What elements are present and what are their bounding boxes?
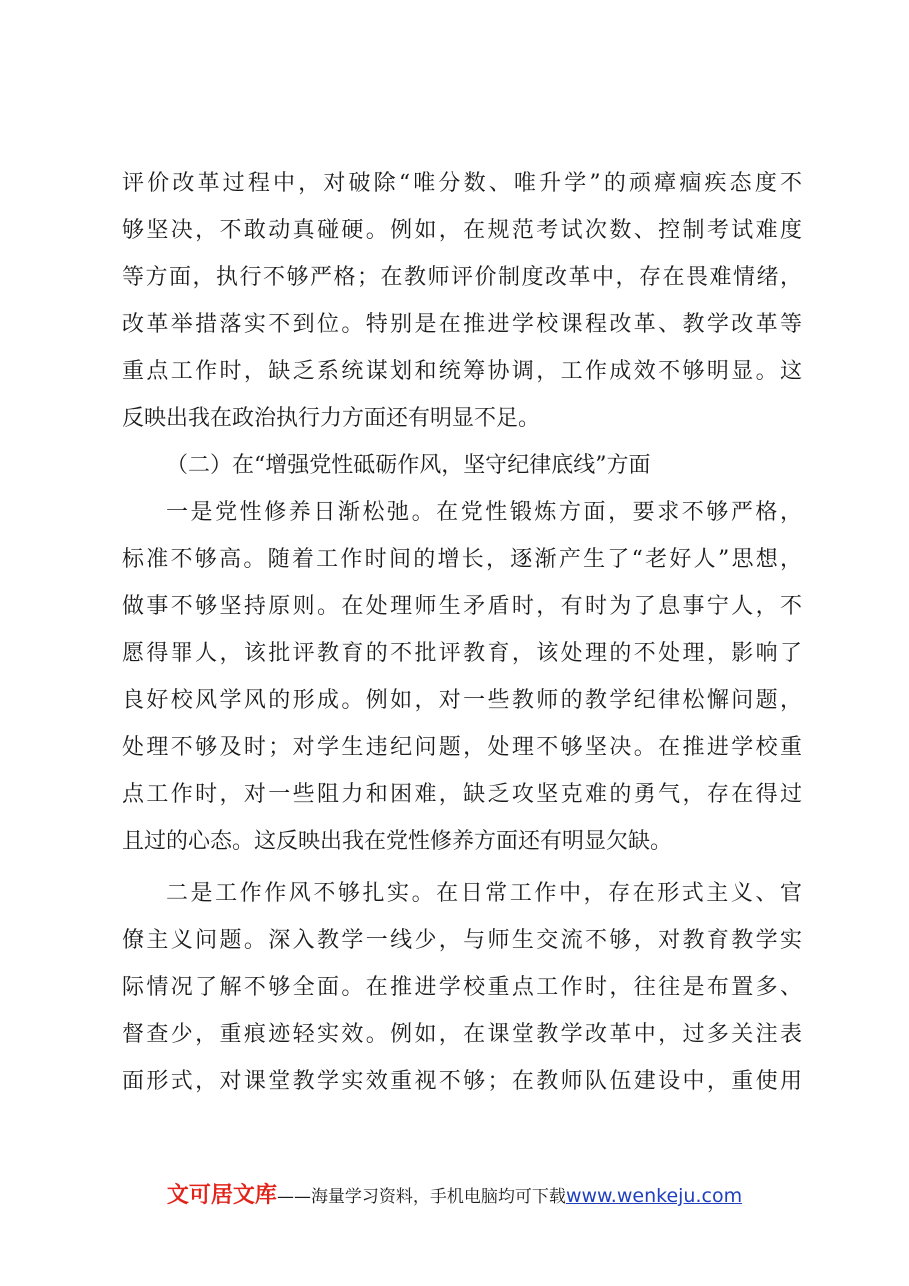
footer-brand: 文可居文库 bbox=[166, 1183, 277, 1208]
body-text-line: 僚主义问题。深入教学一线少，与师生交流不够，对教育教学实 bbox=[122, 928, 802, 953]
paragraph-first-line: 二是工作作风不够扎实。在日常工作中，存在形式主义、官 bbox=[166, 881, 802, 906]
body-text-line: 面形式，对课堂教学实效重视不够；在教师队伍建设中，重使用 bbox=[122, 1069, 802, 1094]
body-text-line: 评价改革过程中，对破除“唯分数、唯升学”的顽瘴痼疾态度不 bbox=[122, 171, 802, 196]
body-text-line: 际情况了解不够全面。在推进学校重点工作时，往往是布置多、 bbox=[122, 975, 802, 1000]
body-text-line: 且过的心态。这反映出我在党性修养方面还有明显欠缺。 bbox=[122, 829, 673, 854]
body-text-line: 愿得罪人，该批评教育的不批评教育，该处理的不处理，影响了 bbox=[122, 641, 802, 666]
body-text-line: 标准不够高。随着工作时间的增长，逐渐产生了“老好人”思想， bbox=[122, 547, 802, 572]
body-text-line: 处理不够及时；对学生违纪问题，处理不够坚决。在推进学校重 bbox=[122, 735, 802, 760]
body-text-line: 反映出我在政治执行力方面还有明显不足。 bbox=[122, 406, 541, 431]
body-text-line: 良好校风学风的形成。例如，对一些教师的教学纪律松懈问题， bbox=[122, 688, 802, 713]
footer-url-link[interactable]: www.wenkeju.com bbox=[565, 1185, 743, 1207]
body-text-line: 重点工作时，缺乏系统谋划和统筹协调，工作成效不够明显。这 bbox=[122, 359, 802, 384]
body-text-line: 督查少，重痕迹轻实效。例如，在课堂教学改革中，过多关注表 bbox=[122, 1022, 802, 1047]
body-text-line: 做事不够坚持原则。在处理师生矛盾时，有时为了息事宁人，不 bbox=[122, 594, 802, 619]
body-text-line: 改革举措落实不到位。特别是在推进学校课程改革、教学改革等 bbox=[122, 312, 802, 337]
paragraph-first-line: 一是党性修养日渐松弛。在党性锻炼方面，要求不够严格， bbox=[166, 500, 802, 525]
body-text-line: 点工作时，对一些阻力和困难，缺乏攻坚克难的勇气，存在得过 bbox=[122, 782, 802, 807]
body-text-line: 等方面，执行不够严格；在教师评价制度改革中，存在畏难情绪， bbox=[122, 265, 802, 290]
footer-banner bbox=[0, 1178, 909, 1212]
body-text-line: 够坚决，不敢动真碰硬。例如，在规范考试次数、控制考试难度 bbox=[122, 218, 802, 243]
footer-tagline: ——海量学习资料，手机电脑均可下载 bbox=[276, 1187, 566, 1207]
section-heading: （二）在“增强党性砥砺作风，坚守纪律底线”方面 bbox=[166, 453, 651, 478]
